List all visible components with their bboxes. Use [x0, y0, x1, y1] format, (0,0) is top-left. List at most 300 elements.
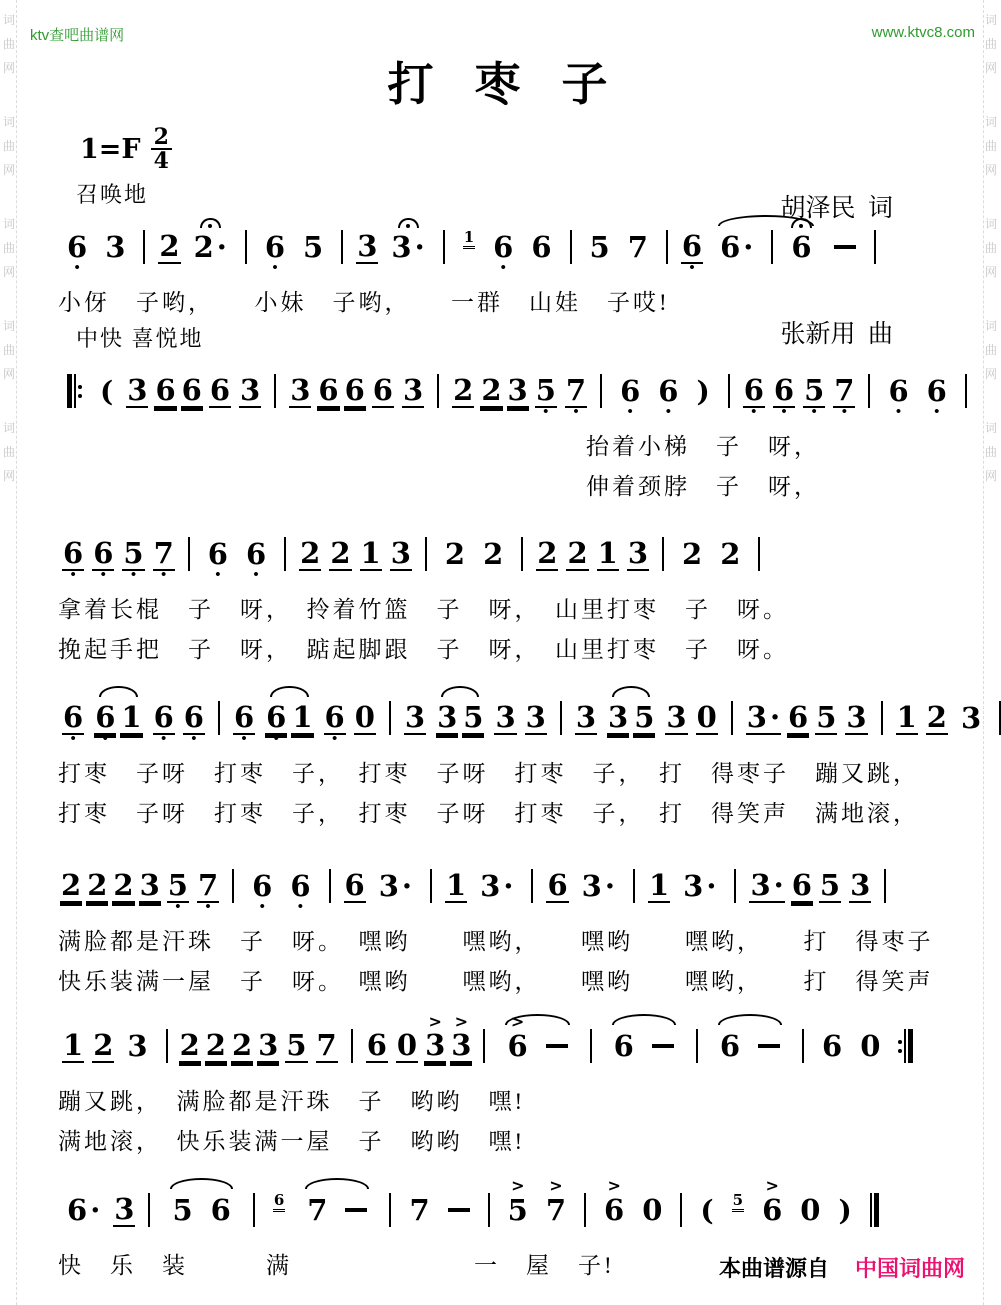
rest-note [696, 684, 718, 748]
notation-element: 5 [589, 230, 610, 264]
dash-note [344, 1176, 368, 1240]
notation-element [652, 1044, 674, 1048]
notation-element: 6 [209, 373, 230, 407]
lyrics-line: 满脸都是汗珠 子 呀。 嘿哟 嘿哟， 嘿哟 嘿哟， 打 得枣子 [58, 929, 934, 954]
notation-element [232, 869, 234, 903]
notation-element: 6 [791, 230, 812, 264]
dash-note [545, 1012, 569, 1076]
notation-element [734, 869, 736, 903]
watermark-char: 网 [2, 265, 15, 279]
note [665, 684, 687, 748]
notation-element: 7 [307, 1193, 328, 1227]
watermark-char: 曲 [984, 343, 997, 357]
notation-element: 2 [453, 373, 474, 407]
note [378, 852, 413, 916]
notation-element [148, 1193, 150, 1227]
notation-element [218, 701, 220, 735]
slur-group [92, 684, 144, 748]
watermark-char: 网 [2, 469, 15, 483]
notation-element: ) [696, 374, 710, 408]
notation-element [662, 537, 664, 571]
accent-icon: > [765, 1176, 779, 1195]
octave-dot: • [253, 567, 259, 583]
bar-line [728, 357, 730, 421]
notation-element: 6 [888, 374, 909, 408]
note [633, 684, 655, 748]
footer-source-site[interactable]: 中国词曲网 [854, 1256, 965, 1281]
notation-element: 6 [658, 374, 679, 408]
notation-element: 6 [788, 700, 809, 734]
accent-icon: > [510, 1012, 525, 1031]
watermark-char: 曲 [984, 445, 997, 459]
note [372, 357, 394, 421]
accent-icon: > [549, 1176, 563, 1195]
note [819, 852, 841, 916]
note [251, 852, 273, 916]
notation-element: 6 [507, 1029, 528, 1063]
notation-element [633, 869, 635, 903]
note [479, 852, 514, 916]
note [181, 357, 203, 421]
notation-element: 3 · [391, 230, 425, 264]
notation-element: 2 [113, 868, 134, 902]
notation-element [590, 1029, 592, 1063]
watermark-char: 词 [984, 217, 997, 231]
notation-element: 2 [61, 868, 82, 902]
notation-element: ) [838, 1193, 852, 1227]
watermark-char: 曲 [2, 445, 15, 459]
lyrics-line: 快 乐 装 满 一 屋 子! [58, 1253, 615, 1278]
octave-dot: • [175, 899, 181, 915]
slur-group [263, 684, 315, 748]
notation-element [521, 537, 523, 571]
notation-element: 6 [63, 536, 84, 570]
music-line-2 [58, 322, 963, 501]
notation-element [607, 1176, 620, 1193]
lyrics-line: 满地滚， 快乐装满一屋 子 哟哟 嘿! [58, 1129, 526, 1154]
notation-row [58, 1012, 963, 1076]
parenthesis [837, 1176, 852, 1240]
note [154, 357, 176, 421]
notation-element: 6 [791, 868, 812, 902]
watermark-char: 曲 [984, 37, 997, 51]
music-line-1 [58, 178, 963, 317]
notation-element [834, 245, 856, 249]
notation-element [545, 1029, 569, 1063]
watermark-char: 曲 [984, 241, 997, 255]
note [360, 520, 382, 584]
notation-element: 7 [316, 1028, 337, 1062]
notation-element [904, 1029, 906, 1063]
notation-element [874, 1193, 879, 1227]
notation-element: 3 [114, 1192, 135, 1226]
watermark-char: 网 [984, 265, 997, 279]
note [329, 520, 351, 584]
notation-element [488, 1193, 490, 1227]
notation-element: 0 [860, 1029, 881, 1063]
slur-group [163, 1176, 239, 1240]
end-repeat-bar [898, 1012, 913, 1076]
slur-group [434, 684, 486, 748]
octave-dot: • [543, 404, 549, 420]
notation-element: 3 [357, 229, 378, 263]
lyrics-line: 蹦又跳， 满脸都是汗珠 子 哟哟 嘿! [58, 1089, 526, 1114]
note [207, 520, 229, 584]
notation-element [351, 1029, 353, 1063]
note [317, 357, 339, 421]
octave-dot: • [241, 731, 247, 747]
note [482, 520, 504, 584]
notation-element: 3 [437, 700, 458, 734]
notation-element [274, 374, 276, 408]
octave-dot: • [259, 899, 265, 915]
octave-dot: • [161, 731, 167, 747]
notation-element [758, 537, 760, 571]
bar-line [148, 1176, 150, 1240]
final-bar [870, 1176, 879, 1240]
notation-element [78, 385, 82, 389]
notation-element: 3 · [750, 868, 784, 902]
notation-row [58, 213, 963, 277]
octave-dot: • [934, 404, 940, 420]
note [719, 520, 741, 584]
note [264, 213, 286, 277]
bar-line [758, 520, 760, 584]
note [356, 213, 378, 277]
notation-element: 2 [720, 537, 741, 571]
watermark-char: 词 [2, 319, 15, 333]
notation-row [58, 1176, 963, 1240]
notation-element [662, 537, 664, 571]
watermark-left [2, 0, 17, 1305]
notation-element [731, 701, 733, 735]
notation-element [731, 701, 733, 735]
notation-element [430, 869, 432, 903]
note [790, 213, 812, 277]
note [603, 1176, 625, 1240]
note [581, 852, 616, 916]
notation-element [345, 1208, 367, 1212]
dash-note [651, 1012, 675, 1076]
tempo-marking: 中快 喜悦地 [76, 326, 204, 351]
note [821, 1012, 843, 1076]
note [525, 684, 547, 748]
bar-line [483, 1012, 485, 1076]
bar-line [143, 213, 145, 277]
bar-line [600, 357, 602, 421]
notation-element [560, 701, 562, 735]
notation-element [560, 701, 562, 735]
notation-element [483, 1029, 485, 1063]
note [245, 520, 267, 584]
bar-line [874, 213, 876, 277]
augmentation-dot: · [414, 230, 425, 264]
composer: 张新用 曲 [780, 321, 893, 348]
notation-element [245, 230, 247, 264]
watermark-char: 词 [984, 13, 997, 27]
note [462, 684, 484, 748]
note [833, 357, 855, 421]
note [589, 213, 611, 277]
notation-element [143, 230, 145, 264]
notation-element [188, 537, 190, 571]
note [210, 1176, 232, 1240]
note [743, 357, 765, 421]
lyrics-line: 打枣 子呀 打枣 子， 打枣 子呀 打枣 子， 打 得枣子 蹦又跳， [58, 761, 919, 786]
notation-element [218, 701, 220, 735]
notation-element [341, 230, 343, 264]
notation-element: 6 [773, 373, 795, 407]
rest-note [859, 1012, 881, 1076]
octave-dot: • [573, 404, 579, 420]
note [452, 357, 474, 421]
lyrics-line: 快乐装满一屋 子 呀。 嘿哟 嘿哟， 嘿哟 嘿哟， 打 得笑声 [58, 969, 934, 994]
key-base: 1=F [80, 133, 141, 165]
note [193, 213, 228, 277]
bar-line [884, 852, 886, 916]
notation-element [462, 227, 476, 264]
notation-element [531, 869, 533, 903]
grace-note [462, 213, 476, 277]
notation-element [284, 537, 286, 571]
bar-line [584, 1176, 586, 1240]
watermark-char: 网 [984, 61, 997, 75]
note [787, 684, 809, 748]
notation-element [731, 1190, 745, 1227]
notation-element: 2 [926, 700, 947, 734]
note [492, 213, 514, 277]
bar-line [329, 852, 331, 916]
notation-element: 5 [167, 868, 188, 902]
time-signature [151, 126, 172, 172]
notation-element [757, 1029, 781, 1063]
note [86, 852, 108, 916]
notation-element: 3 · [378, 869, 412, 903]
watermark-char: 曲 [984, 139, 997, 153]
notation-element: 6 [743, 373, 764, 407]
notation-element [437, 374, 439, 408]
notation-element: 7 [834, 373, 855, 407]
notation-element: 3 [846, 700, 867, 734]
rest-note [799, 1176, 821, 1240]
notation-element: 6 [153, 700, 174, 734]
note [545, 1176, 567, 1240]
note [773, 357, 795, 421]
notation-element: 3 [575, 700, 596, 734]
notation-element: 3 [390, 536, 411, 570]
notation-element: 0 [396, 1028, 418, 1062]
notation-element [253, 1193, 255, 1227]
bar-line [488, 1176, 490, 1240]
bar-line [218, 684, 220, 748]
notation-element: 3 [525, 700, 546, 734]
notation-element: 6 [245, 537, 267, 571]
notation-element: 6 [181, 373, 202, 407]
octave-dot: • [161, 567, 167, 583]
notation-row [58, 520, 963, 584]
site-link-left[interactable]: ktv查吧曲谱网 [30, 27, 125, 44]
notation-element [651, 1029, 675, 1063]
notation-element [329, 869, 331, 903]
notation-element: 6 [681, 229, 703, 263]
watermark-char: 网 [984, 469, 997, 483]
note [66, 1176, 101, 1240]
notation-element [666, 230, 668, 264]
lyrics-line: 伸着颈脖 子 呀， [586, 474, 820, 499]
note [535, 357, 557, 421]
watermark-right [983, 0, 998, 1305]
notation-element: 1 [292, 700, 313, 734]
music-line-4 [58, 684, 982, 828]
notation-element: 7 [627, 230, 648, 264]
watermark-char: 网 [984, 367, 997, 381]
notation-element [166, 1029, 168, 1063]
notation-element [898, 1040, 902, 1044]
octave-dot: • [665, 404, 671, 420]
notation-element: 5 [172, 1193, 193, 1227]
note [62, 684, 84, 748]
notation-element: 3 [139, 868, 160, 902]
note [815, 684, 837, 748]
lyricist: 胡泽民 词 [780, 195, 893, 222]
notation-element [570, 230, 572, 264]
notation-element [200, 213, 221, 230]
notation-element: 2 [93, 1028, 114, 1062]
bar-line [253, 1176, 255, 1240]
augmentation-dot: · [604, 869, 615, 903]
note [436, 684, 458, 748]
notation-element: 6 [233, 700, 255, 734]
notation-row [58, 684, 982, 748]
notation-element [881, 701, 883, 735]
notation-element: 6 [93, 536, 114, 570]
notation-element [898, 1049, 902, 1053]
notation-element: 1 [360, 536, 381, 570]
watermark-char: 词 [2, 217, 15, 231]
site-link-right[interactable]: www.ktvc8.com [871, 24, 975, 41]
lyrics-line: 挽起手把 子 呀， 踮起脚跟 子 呀， 山里打枣 子 呀。 [58, 637, 789, 662]
fermata-icon [398, 218, 419, 228]
notation-element: ( [100, 374, 114, 408]
note [480, 357, 502, 421]
note [60, 852, 82, 916]
notation-element: 3 [425, 1028, 446, 1062]
notation-element [455, 1012, 468, 1029]
notation-element: 1 [896, 700, 917, 734]
notation-element [443, 230, 445, 264]
bar-line [188, 520, 190, 584]
note [565, 357, 587, 421]
notation-element [188, 537, 190, 571]
note [507, 357, 529, 421]
octave-dot: • [811, 404, 817, 420]
augmentation-dot: · [216, 230, 227, 264]
octave-dot: • [627, 404, 633, 420]
notation-element: 7 [565, 373, 587, 407]
notation-element: 3 [850, 868, 871, 902]
notation-element [771, 230, 773, 264]
note [344, 852, 366, 916]
notation-element [166, 1029, 168, 1063]
notation-element [232, 869, 234, 903]
notation-element: 7 [409, 1193, 430, 1227]
notation-element: 6 [183, 700, 204, 734]
bar-line [560, 684, 562, 748]
note [719, 213, 754, 277]
footer-source [719, 1252, 965, 1283]
notation-element [448, 1208, 470, 1212]
notation-element: 5 [286, 1028, 307, 1062]
notation-element [389, 701, 391, 735]
notation-element [868, 374, 870, 408]
augmentation-dot: · [401, 869, 412, 903]
note [402, 357, 424, 421]
notation-element [488, 1193, 490, 1227]
notation-element [437, 374, 439, 408]
notation-element: 3 · [683, 869, 717, 903]
note [231, 1012, 253, 1076]
notation-element: 1 [597, 536, 618, 570]
notation-element: 3 [127, 373, 148, 407]
notation-element: 6 [155, 373, 176, 407]
notation-element [734, 869, 736, 903]
note [366, 1012, 388, 1076]
notation-element: 2 [330, 536, 351, 570]
bar-line [771, 213, 773, 277]
notation-element: 1 [463, 228, 475, 249]
music-line-5 [58, 852, 963, 996]
augmentation-dot: · [706, 869, 717, 903]
notation-element: 5 [463, 700, 484, 734]
note [104, 213, 126, 277]
note [113, 1176, 135, 1240]
notation-element: 6 [926, 374, 947, 408]
notation-element [389, 1193, 391, 1227]
notation-element [443, 230, 445, 264]
note [849, 852, 871, 916]
note [122, 520, 144, 584]
note [627, 213, 649, 277]
notation-element: 3 [608, 700, 629, 734]
note [424, 1012, 446, 1076]
notation-element: 5 [816, 700, 837, 734]
slur-group [605, 1012, 683, 1076]
note [120, 684, 142, 748]
note [791, 852, 813, 916]
note [803, 357, 825, 421]
notation-element: 3 · [480, 869, 514, 903]
note [450, 1012, 472, 1076]
notation-element [874, 230, 876, 264]
notation-element: 6 [207, 537, 228, 571]
octave-dot: • [74, 260, 80, 276]
notation-element: 1 [121, 700, 142, 734]
augmentation-dot: · [503, 869, 514, 903]
octave-dot: • [331, 731, 338, 747]
notation-element [870, 1193, 879, 1227]
parenthesis [699, 1176, 714, 1240]
key-signature [80, 126, 172, 172]
notation-element [600, 374, 602, 408]
note [607, 684, 629, 748]
fermata-icon [791, 218, 812, 228]
bar-line [443, 213, 445, 277]
watermark-char: 词 [984, 421, 997, 435]
music-line-6 [58, 1012, 963, 1156]
lyrics-line: 抬着小梯 子 呀， [586, 434, 820, 459]
note [896, 684, 918, 748]
notation-element [802, 1029, 804, 1063]
